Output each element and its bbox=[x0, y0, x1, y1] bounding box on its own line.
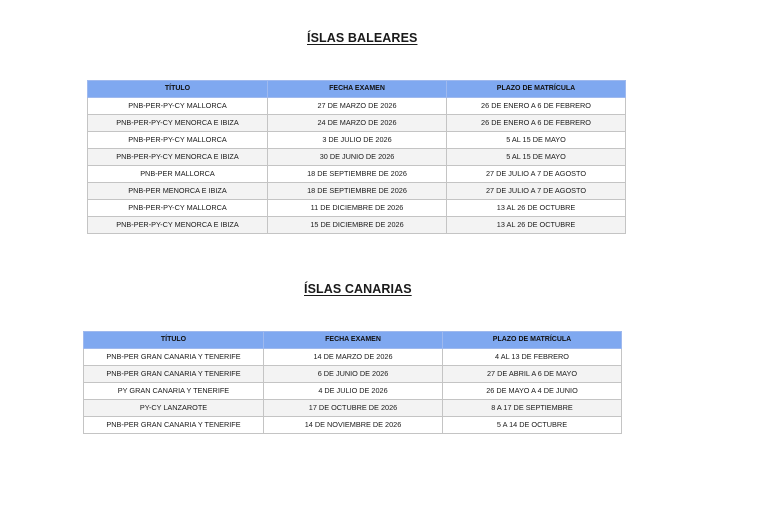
exam-table-baleares bbox=[87, 80, 626, 234]
cell-plazo-matricula: 13 AL 26 DE OCTUBRE bbox=[447, 217, 626, 234]
column-header-titulo: TÍTULO bbox=[88, 81, 268, 98]
cell-fecha-examen: 4 DE JULIO DE 2026 bbox=[264, 383, 443, 400]
column-header-titulo: TÍTULO bbox=[84, 332, 264, 349]
table-row bbox=[88, 200, 626, 217]
table-row bbox=[84, 400, 622, 417]
table-row bbox=[88, 217, 626, 234]
column-header-fecha-examen: FECHA EXAMEN bbox=[268, 81, 447, 98]
cell-fecha-examen: 18 DE SEPTIEMBRE DE 2026 bbox=[268, 166, 447, 183]
cell-plazo-matricula: 5 AL 15 DE MAYO bbox=[447, 132, 626, 149]
section-title-canarias: ÍSLAS CANARIAS bbox=[304, 282, 412, 296]
exam-table-canarias bbox=[83, 331, 622, 434]
cell-plazo-matricula: 26 DE ENERO A 6 DE FEBRERO bbox=[447, 115, 626, 132]
cell-fecha-examen: 24 DE MARZO DE 2026 bbox=[268, 115, 447, 132]
cell-fecha-examen: 18 DE SEPTIEMBRE DE 2026 bbox=[268, 183, 447, 200]
column-header-plazo-matricula: PLAZO DE MATRÍCULA bbox=[443, 332, 622, 349]
table-row bbox=[88, 115, 626, 132]
cell-titulo: PNB-PER GRAN CANARIA Y TENERIFE bbox=[84, 349, 264, 366]
cell-fecha-examen: 15 DE DICIEMBRE DE 2026 bbox=[268, 217, 447, 234]
cell-plazo-matricula: 8 A 17 DE SEPTIEMBRE bbox=[443, 400, 622, 417]
section-title-baleares: ÍSLAS BALEARES bbox=[307, 31, 418, 45]
cell-titulo: PNB-PER-PY-CY MALLORCA bbox=[88, 98, 268, 115]
cell-fecha-examen: 14 DE NOVIEMBRE DE 2026 bbox=[264, 417, 443, 434]
cell-plazo-matricula: 5 AL 15 DE MAYO bbox=[447, 149, 626, 166]
cell-titulo: PY GRAN CANARIA Y TENERIFE bbox=[84, 383, 264, 400]
cell-plazo-matricula: 4 AL 13 DE FEBRERO bbox=[443, 349, 622, 366]
cell-titulo: PNB-PER MENORCA E IBIZA bbox=[88, 183, 268, 200]
cell-fecha-examen: 14 DE MARZO DE 2026 bbox=[264, 349, 443, 366]
table-row bbox=[88, 166, 626, 183]
cell-fecha-examen: 27 DE MARZO DE 2026 bbox=[268, 98, 447, 115]
cell-titulo: PNB-PER-PY-CY MENORCA E IBIZA bbox=[88, 149, 268, 166]
cell-titulo: PNB-PER-PY-CY MALLORCA bbox=[88, 200, 268, 217]
table-body bbox=[88, 98, 626, 234]
cell-titulo: PY-CY LANZAROTE bbox=[84, 400, 264, 417]
table-row bbox=[88, 149, 626, 166]
cell-plazo-matricula: 13 AL 26 DE OCTUBRE bbox=[447, 200, 626, 217]
table-row bbox=[84, 383, 622, 400]
cell-plazo-matricula: 26 DE MAYO A 4 DE JUNIO bbox=[443, 383, 622, 400]
table-row bbox=[84, 417, 622, 434]
cell-fecha-examen: 6 DE JUNIO DE 2026 bbox=[264, 366, 443, 383]
cell-plazo-matricula: 27 DE ABRIL A 6 DE MAYO bbox=[443, 366, 622, 383]
cell-titulo: PNB-PER-PY-CY MALLORCA bbox=[88, 132, 268, 149]
cell-fecha-examen: 30 DE JUNIO DE 2026 bbox=[268, 149, 447, 166]
cell-titulo: PNB-PER-PY-CY MENORCA E IBIZA bbox=[88, 115, 268, 132]
cell-plazo-matricula: 5 A 14 DE OCTUBRE bbox=[443, 417, 622, 434]
table-row bbox=[88, 98, 626, 115]
table-body bbox=[84, 349, 622, 434]
cell-fecha-examen: 11 DE DICIEMBRE DE 2026 bbox=[268, 200, 447, 217]
table-row bbox=[88, 132, 626, 149]
cell-fecha-examen: 3 DE JULIO DE 2026 bbox=[268, 132, 447, 149]
cell-plazo-matricula: 27 DE JULIO A 7 DE AGOSTO bbox=[447, 183, 626, 200]
table-row bbox=[84, 366, 622, 383]
cell-titulo: PNB-PER GRAN CANARIA Y TENERIFE bbox=[84, 417, 264, 434]
cell-plazo-matricula: 26 DE ENERO A 6 DE FEBRERO bbox=[447, 98, 626, 115]
column-header-fecha-examen: FECHA EXAMEN bbox=[264, 332, 443, 349]
cell-titulo: PNB-PER MALLORCA bbox=[88, 166, 268, 183]
table-header-row bbox=[84, 332, 622, 349]
table-header-row bbox=[88, 81, 626, 98]
cell-titulo: PNB-PER-PY-CY MENORCA E IBIZA bbox=[88, 217, 268, 234]
cell-titulo: PNB-PER GRAN CANARIA Y TENERIFE bbox=[84, 366, 264, 383]
cell-plazo-matricula: 27 DE JULIO A 7 DE AGOSTO bbox=[447, 166, 626, 183]
table-row bbox=[88, 183, 626, 200]
column-header-plazo-matricula: PLAZO DE MATRÍCULA bbox=[447, 81, 626, 98]
table-row bbox=[84, 349, 622, 366]
cell-fecha-examen: 17 DE OCTUBRE DE 2026 bbox=[264, 400, 443, 417]
